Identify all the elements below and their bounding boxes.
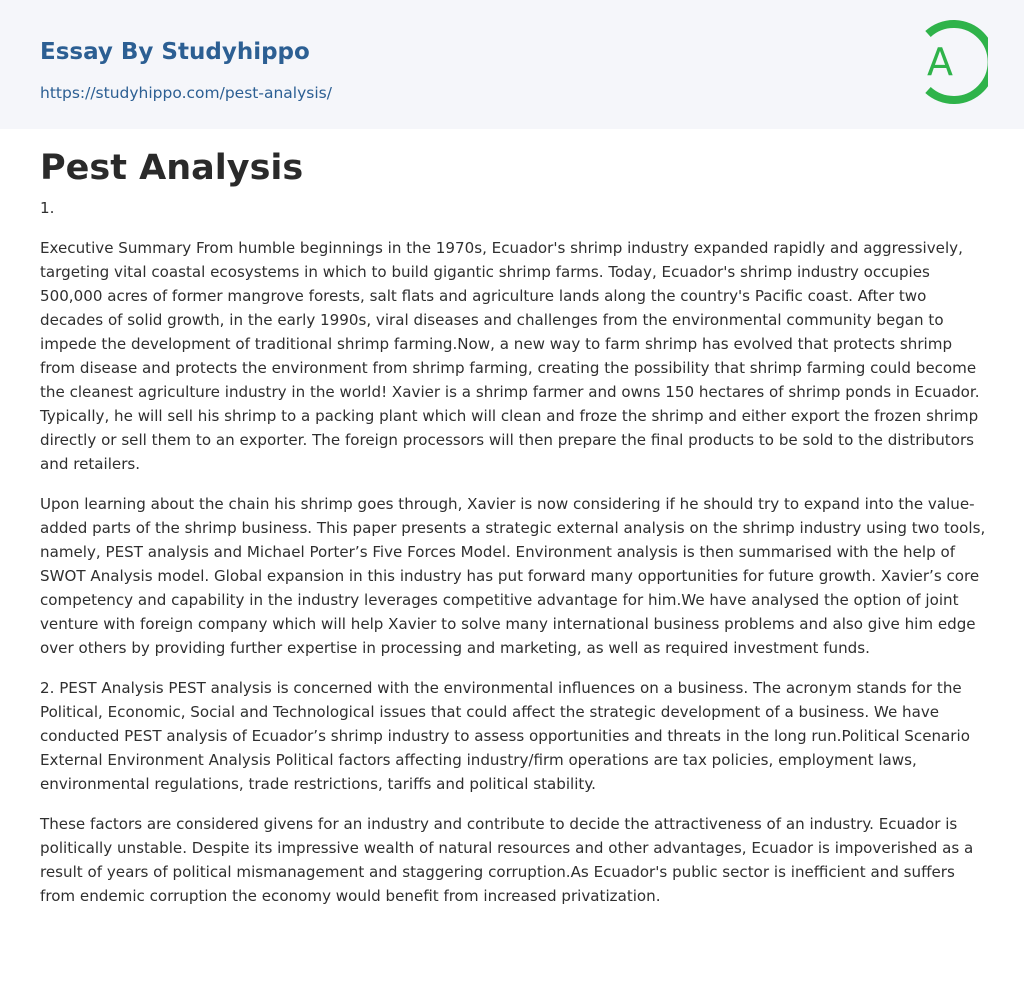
site-title[interactable]: Essay By Studyhippo	[40, 39, 310, 65]
logo-letter: A	[927, 40, 953, 84]
page-title: Pest Analysis	[40, 148, 304, 188]
paragraph-executive-summary: Executive Summary From humble beginnings in the 1970s, Ecuador's shrimp industry expanded rapidly and aggressively, targeting vital coastal ecosystems in which to build gigantic shrimp farms. Today, Ecuador's shrimp industry occupies 500,000 acres of former mangrove forests, salt flats and agriculture lands along the country's Pacific coast. After two decades of solid growth, in the early 1990s, viral diseases and challenges from the environmental community began to impede the development of traditional shrimp farming.Now, a new way to farm shrimp has evolved that protects shrimp from disease and protects the environment from shrimp farming, creating the possibility that shrimp farming could become the cleanest agriculture industry in the world! Xavier is a shrimp farmer and owns 150 hectares of shrimp ponds in Ecuador. Typically, he will sell his shrimp to a packing plant which will clean and froze the shrimp and either export the frozen shrimp directly or sell them to an exporter. The foreign processors will then prepare the final products to be sold to the distributors and retailers.	[40, 239, 980, 473]
paragraph-political-factors: These factors are considered givens for an industry and contribute to decide the attractiveness of an industry. Ecuador is politically unstable. Despite its impressive wealth of natural resources and other advantages, Ecuador is impoverished as a result of years of political mismanagement and staggering corruption.As Ecuador's public sector is inefficient and suffers from endemic corruption the economy would benefit from increased privatization.	[40, 815, 974, 905]
section-number: 1.	[40, 199, 55, 217]
paragraph-pest-analysis: 2. PEST Analysis PEST analysis is concerned with the environmental influences on a business. The acronym stands for the Political, Economic, Social and Technological issues that could affect the strategic development of a business. We have conducted PEST analysis of Ecuador’s shrimp industry to assess opportunities and threats in the long run.Political Scenario External Environment Analysis Political factors affecting industry/firm operations are tax policies, employment laws, environmental regulations, trade restrictions, tariffs and political stability.	[40, 679, 970, 793]
paragraph-value-chain: Upon learning about the chain his shrimp goes through, Xavier is now considering if he should try to expand into the value-added parts of the shrimp business. This paper presents a strategic external analysis on the shrimp industry using two tools, namely, PEST analysis and Michael Porter’s Five Forces Model. Environment analysis is then summarised with the help of SWOT Analysis model. Global expansion in this industry has put forward many opportunities for future growth. Xavier’s core competency and capability in the industry leverages competitive advantage for him.We have analysed the option of joint venture with foreign company which will help Xavier to solve many international business problems and also give him edge over others by providing further expertise in processing and marketing, as well as required investment funds.	[40, 495, 986, 657]
studyhippo-logo-icon[interactable]	[910, 18, 988, 106]
article-body	[40, 196, 990, 924]
page-url-link[interactable]: https://studyhippo.com/pest-analysis/	[40, 84, 332, 102]
